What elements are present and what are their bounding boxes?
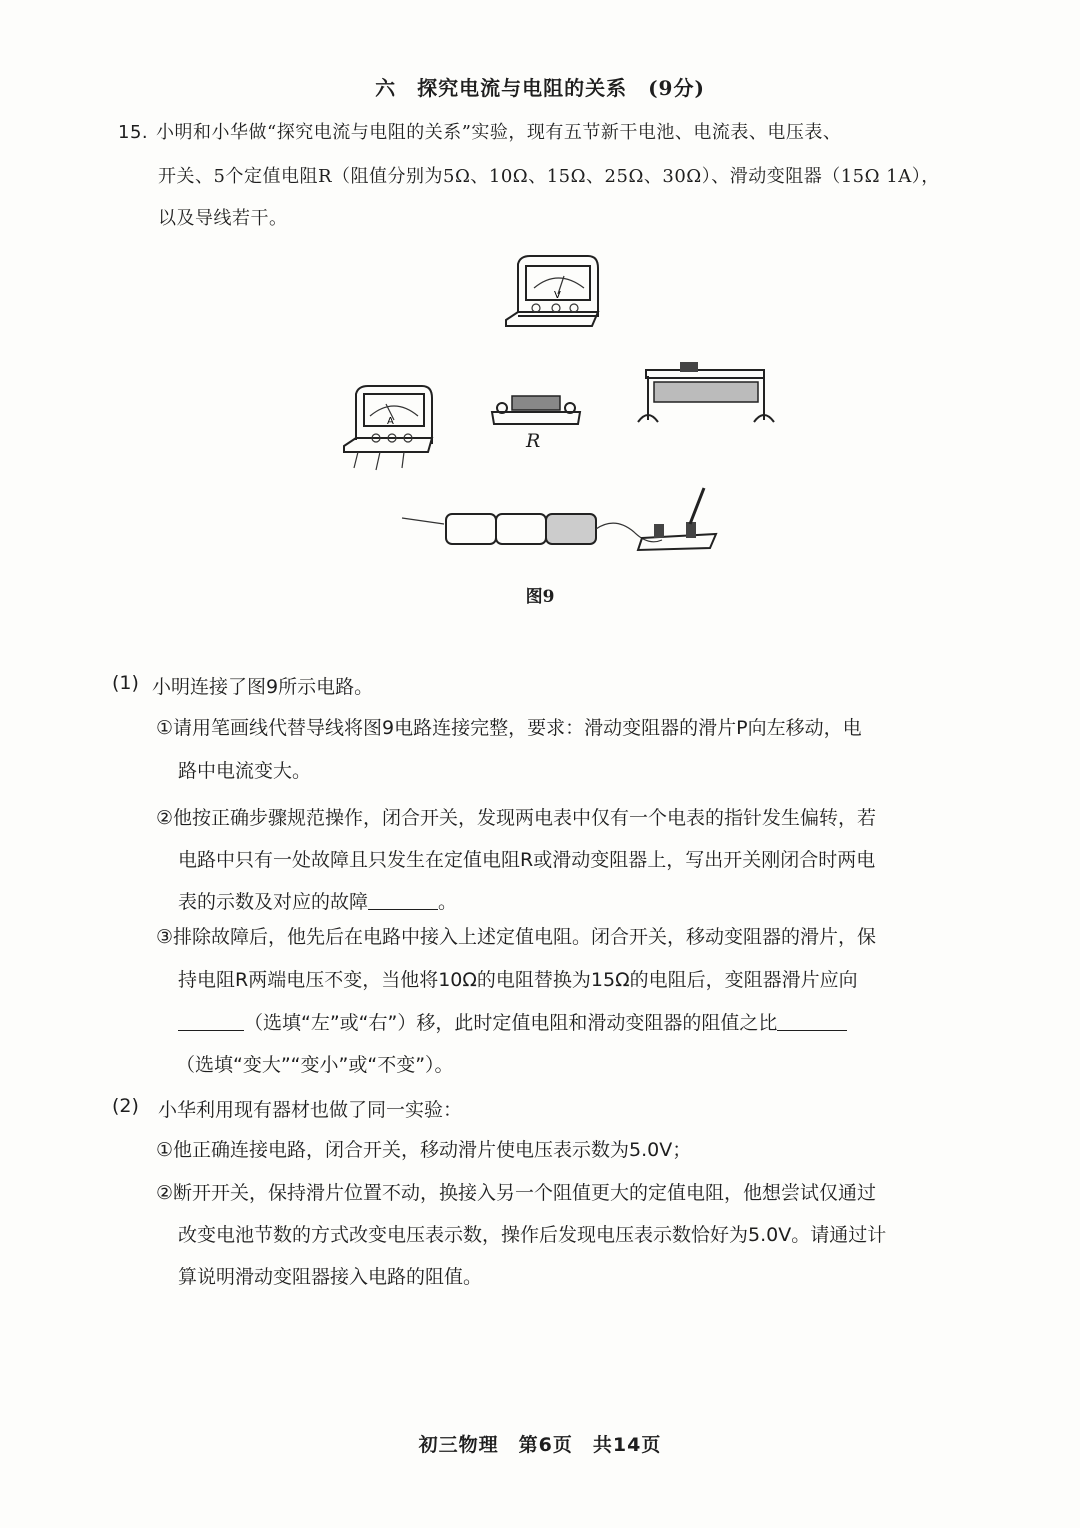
ammeter-figure [340,380,440,475]
part2-item2-line2: 改变电池节数的方式改变电压表示数，操作后发现电压表示数恰好为5.0V。请通过计 [178,1224,887,1246]
question-intro-line-1: 15. 小明和小华做“探究电流与电阻的关系”实验，现有五节新干电池、电流表、电压表、 [118,122,842,143]
part2-intro: 小华利用现有器材也做了同一实验： [158,1099,463,1121]
resistor-label: R [526,430,541,452]
question-number: 15. [118,122,149,143]
voltmeter-symbol: V [554,290,561,301]
page-footer: 初三物理 第6页 共14页 [418,1434,662,1456]
question-intro-line-3: 以及导线若干。 [158,208,288,229]
answer-blank-direction[interactable] [178,1012,244,1031]
part1-item3-line1: ③排除故障后，他先后在电路中接入上述定值电阻。闭合开关，移动变阻器的滑片，保 [156,926,877,948]
ammeter-symbol: A [387,416,394,427]
part1-item3-line4: （选填“变大”“变小”或“不变”）。 [176,1054,454,1076]
part1-item2-line3: 表的示数及对应的故障 。 [178,891,458,913]
part1-item1-line1: ①请用笔画线代替导线将图9电路连接完整，要求：滑动变阻器的滑片P向左移动，电 [156,717,862,739]
part2-label: (2) [112,1095,139,1117]
rheostat-figure [636,360,776,435]
resistor-figure [488,392,584,432]
answer-blank-ratio[interactable] [777,1012,847,1031]
figure-caption: 图9 [525,587,555,607]
part2-item2-line1: ②断开开关，保持滑片位置不动，换接入另一个阻值更大的定值电阻，他想尝试仅通过 [156,1182,877,1204]
battery-switch-figure [400,476,740,556]
section-title: 六 探究电流与电阻的关系 (9分) [375,76,705,100]
part1-intro: 小明连接了图9所示电路。 [152,676,374,698]
voltmeter-figure [500,250,610,345]
question-intro-line-2: 开关、5个定值电阻R（阻值分别为5Ω、10Ω、15Ω、25Ω、30Ω）、滑动变阻器（15Ω 1A）， [158,166,940,187]
part1-item2-line2: 电路中只有一处故障且只发生在定值电阻R或滑动变阻器上，写出开关刚闭合时两电 [178,849,876,871]
part1-item2-line1: ②他按正确步骤规范操作，闭合开关，发现两电表中仅有一个电表的指针发生偏转，若 [156,807,877,829]
part1-item1-line2: 路中电流变大。 [178,760,312,782]
part1-item3-line2: 持电阻R两端电压不变，当他将10Ω的电阻替换为15Ω的电阻后，变阻器滑片应向 [178,969,858,991]
part1-item3-line3: （选填“左”或“右”）移，此时定值电阻和滑动变阻器的阻值之比 [178,1008,847,1035]
part2-item1: ①他正确连接电路，闭合开关，移动滑片使电压表示数为5.0V； [156,1139,692,1161]
answer-blank-fault[interactable] [368,891,438,910]
part2-item2-line3: 算说明滑动变阻器接入电路的阻值。 [178,1266,483,1288]
part1-label: (1) [112,672,139,694]
